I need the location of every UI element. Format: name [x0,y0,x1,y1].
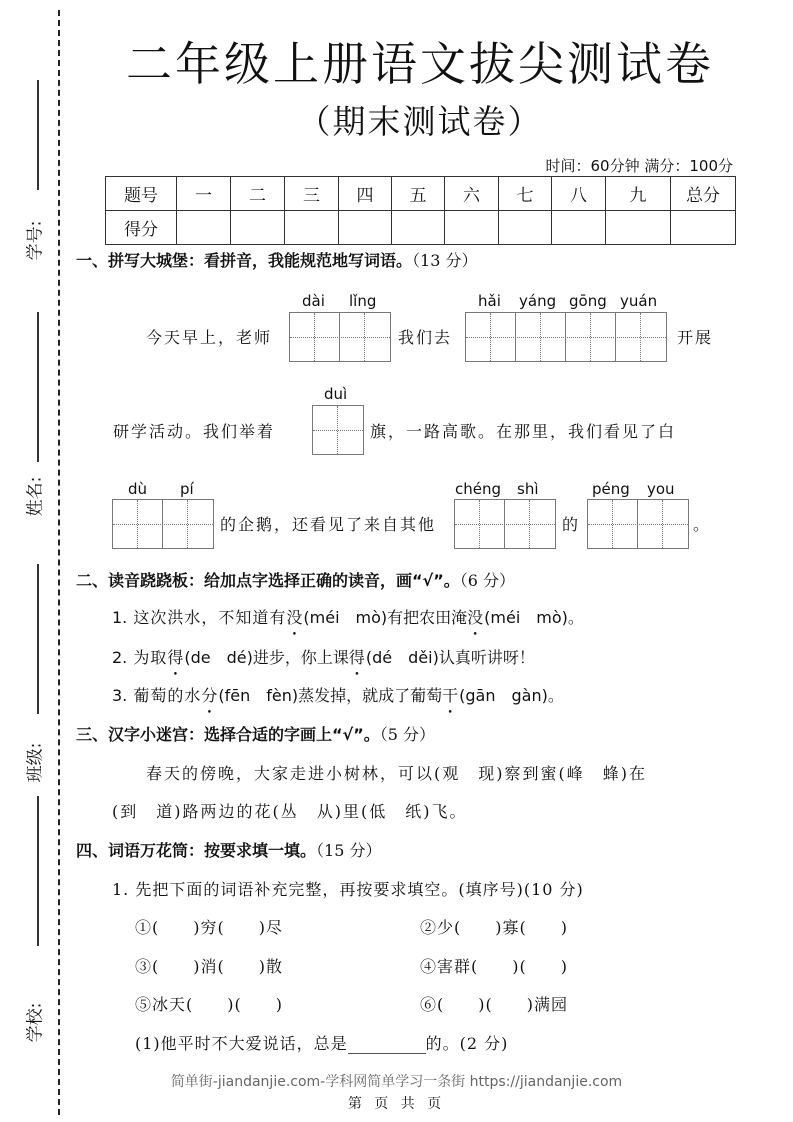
pinyin: pí [180,480,194,498]
fill-in-question [135,1031,508,1054]
section-2-heading [76,568,515,591]
question-2-1 [112,605,584,628]
word-item[interactable]: ③( )消( )散 [135,957,283,976]
dotted-character: 分 [201,686,219,705]
pinyin: gōng [569,292,607,310]
section-heading-text: 二、读音跷跷板：给加点字选择正确的读音，画“√”。 [76,571,460,590]
writing-grid-hai-yang-gong-yuan[interactable] [465,312,667,362]
question-2-2 [112,645,535,668]
paragraph-line[interactable]: (到 道)路两边的花(丛 从)里(低 纸)飞。 [112,802,468,821]
pinyin: dù [128,480,148,498]
writing-grid-peng-you[interactable] [587,499,689,549]
word-item[interactable]: ①( )穷( )尽 [135,918,283,937]
table-cell: 得分 [106,211,177,245]
paragraph-line[interactable]: 春天的傍晚，大家走进小树林，可以(观 现)察到蜜(峰 蜂)在 [146,764,647,783]
table-header-row [106,177,736,211]
pronunciation-options[interactable]: (de dé)进步，你上课 [184,648,349,667]
question-number: 2. [112,648,128,667]
pronunciation-options[interactable]: (méi mò)有把农田淹 [303,608,468,627]
fill-text: 的。(2 分) [425,1034,509,1053]
score-table [105,176,736,245]
score-input-cell[interactable] [285,211,339,245]
word-item[interactable]: ④害群( )( ) [420,957,568,976]
sentence-segment: 的企鹅，还看见了来自其他 [220,515,437,534]
score-input-cell[interactable] [671,211,736,245]
name-line[interactable] [37,312,39,462]
table-cell: 九 [606,177,671,211]
watermark: 简单街-jiandanjie.com-学科网简单学习一条街 https://jiandanjie.com [170,1074,623,1090]
section-heading-text: 三、汉字小迷宫：选择合适的字画上“√”。 [76,725,380,744]
score-input-cell[interactable] [606,211,671,245]
writing-grid-dai-ling[interactable] [289,312,391,362]
exam-meta: 时间：60分钟 满分：100分 [545,157,733,175]
pinyin: lǐng [349,292,377,310]
student-id-label: 学号: [25,220,46,261]
table-score-row [106,211,736,245]
fill-text: (1)他平时不大爱说话，总是 [135,1034,348,1053]
section-points: （5 分） [379,725,435,744]
writing-grid-cheng-shi[interactable] [454,499,556,549]
table-cell: 八 [552,177,606,211]
table-cell: 题号 [106,177,177,211]
dotted-character: 干 [442,686,460,705]
table-cell: 总分 [671,177,736,211]
section-points: （6 分） [459,571,515,590]
pronunciation-options[interactable]: (dé děi)认真听讲呀！ [365,648,535,667]
class-label: 班级: [25,742,46,783]
section-3-heading [76,722,435,745]
word-item[interactable]: ②少( )寡( ) [420,918,568,937]
score-input-cell[interactable] [499,211,552,245]
question-text: 为取 [133,648,168,667]
score-input-cell[interactable] [392,211,445,245]
page-number: 第 页 共 页 [347,1096,446,1112]
dotted-character: 得 [167,648,185,667]
section-heading-text: 一、拼写大城堡：看拼音，我能规范地写词语。 [76,251,413,270]
pinyin: yuán [620,292,658,310]
dotted-character: 没 [286,608,304,627]
table-cell: 二 [231,177,285,211]
table-cell: 七 [499,177,552,211]
pinyin: duì [324,385,348,403]
pinyin: dài [302,292,325,310]
class-line[interactable] [37,564,39,714]
pronunciation-options[interactable]: (méi mò)。 [484,608,584,627]
table-cell: 五 [392,177,445,211]
table-cell: 三 [285,177,339,211]
sentence-segment: 开展 [677,328,714,347]
binding-dashed-line [58,10,60,1115]
question-number: 1. [112,608,128,627]
section-1-heading [76,248,477,271]
question-text: 葡萄的水 [133,686,202,705]
sub-question: 1. 先把下面的词语补充完整，再按要求填空。(填序号)(10 分) [112,880,584,899]
table-cell: 四 [339,177,392,211]
pinyin: hǎi [478,292,501,310]
table-cell: 一 [177,177,231,211]
score-input-cell[interactable] [177,211,231,245]
sentence-segment: 旗，一路高歌。在那里，我们看见了白 [370,422,677,441]
pronunciation-options[interactable]: (fēn fèn)蒸发掉，就成了葡萄 [218,686,443,705]
section-4-heading [76,838,381,861]
question-text: 这次洪水，不知道有 [133,608,287,627]
score-input-cell[interactable] [231,211,285,245]
name-label: 姓名: [25,476,46,517]
section-heading-text: 四、词语万花筒：按要求填一填。 [76,841,317,860]
section-points: （15 分） [316,841,382,860]
pinyin: you [647,480,675,498]
page-subtitle: （期末测试卷） [297,102,543,141]
sentence-segment: 。 [693,515,712,534]
answer-blank[interactable] [348,1038,426,1054]
school-label: 学校: [25,1002,46,1043]
section-points: （13 分） [412,251,478,270]
page-title: 二年级上册语文拔尖测试卷 [126,37,714,91]
pronunciation-options[interactable]: (gān gàn)。 [459,686,564,705]
score-input-cell[interactable] [552,211,606,245]
question-2-3 [112,683,564,706]
school-line[interactable] [37,796,39,946]
pinyin: chéng [455,480,502,498]
dotted-character: 得 [348,648,366,667]
word-item[interactable]: ⑤冰天( )( ) [135,995,283,1014]
table-cell: 六 [445,177,499,211]
writing-grid-du-pi[interactable] [112,499,214,549]
writing-grid-dui[interactable] [312,405,364,455]
pinyin: yáng [519,292,557,310]
sentence-segment: 今天早上，老师 [146,328,273,347]
pinyin: shì [517,480,539,498]
sentence-segment: 的 [562,515,581,534]
sentence-segment: 研学活动。我们举着 [113,422,276,441]
score-input-cell[interactable] [445,211,499,245]
pinyin: péng [592,480,630,498]
score-input-cell[interactable] [339,211,392,245]
sentence-segment: 我们去 [398,328,453,347]
dotted-character: 没 [467,608,485,627]
question-number: 3. [112,686,128,705]
word-item[interactable]: ⑥( )( )满园 [420,995,568,1014]
